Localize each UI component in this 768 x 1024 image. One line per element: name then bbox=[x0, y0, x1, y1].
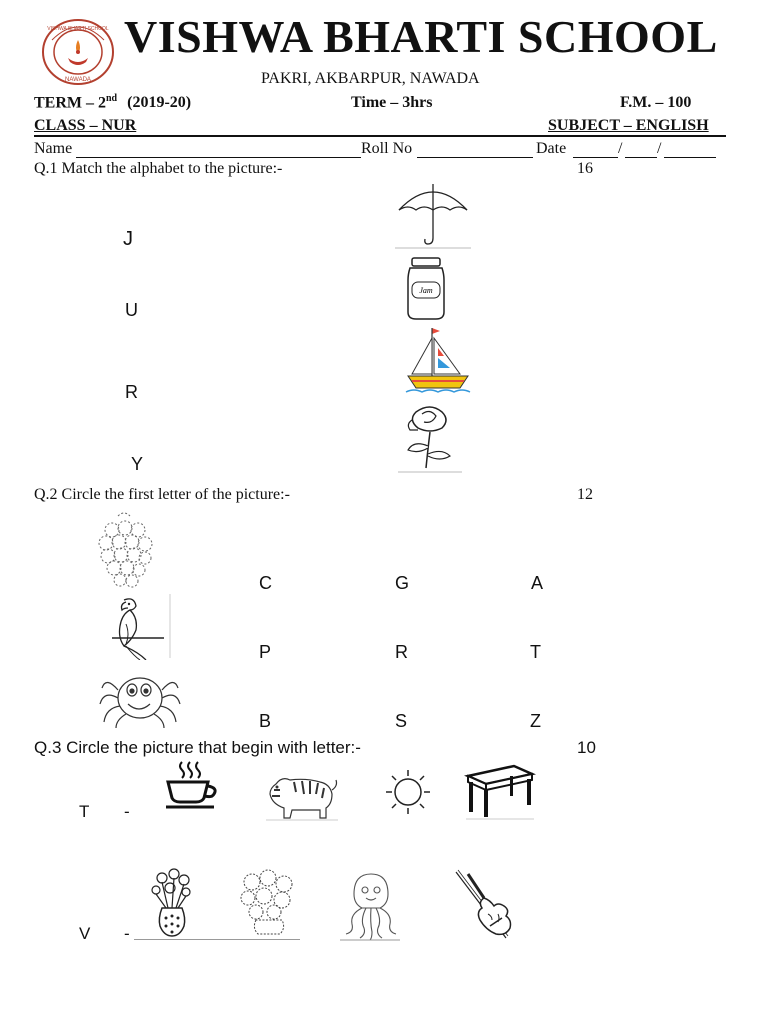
q1-letter-j[interactable]: J bbox=[123, 228, 133, 250]
parrot-icon bbox=[104, 594, 172, 660]
q1-letter-u[interactable]: U bbox=[125, 300, 138, 320]
q3-dash-t: - bbox=[124, 802, 130, 821]
sun-icon[interactable] bbox=[378, 766, 438, 816]
header-divider bbox=[34, 135, 726, 137]
term bbox=[34, 93, 191, 112]
tiger-icon[interactable] bbox=[262, 768, 340, 822]
name-field[interactable] bbox=[76, 157, 361, 158]
q1-marks: 16 bbox=[577, 160, 593, 177]
term-prefix: TERM – 2 bbox=[34, 94, 106, 112]
school-logo bbox=[40, 18, 116, 86]
subject-label: SUBJECT – ENGLISH bbox=[548, 117, 709, 134]
q2-marks: 12 bbox=[577, 486, 593, 503]
q2-option-c[interactable]: C bbox=[259, 573, 272, 593]
q2-option-b[interactable]: B bbox=[259, 711, 272, 731]
flower-bunch-icon[interactable] bbox=[238, 868, 300, 940]
boat-icon[interactable] bbox=[404, 324, 474, 396]
date-day-field[interactable] bbox=[573, 157, 618, 158]
roll-field[interactable] bbox=[417, 157, 533, 158]
vase-icon[interactable] bbox=[146, 868, 198, 940]
time-duration: Time – 3hrs bbox=[351, 94, 433, 111]
logo-text-top: VISHWA BHARTI SCHOOL bbox=[47, 26, 109, 32]
q1-letter-r[interactable]: R bbox=[125, 382, 138, 402]
term-sup: nd bbox=[106, 93, 118, 104]
logo-text-bottom: NAWADA bbox=[65, 77, 91, 83]
violin-icon[interactable] bbox=[450, 868, 516, 942]
grapes-icon bbox=[94, 510, 156, 592]
q2-option-p[interactable]: P bbox=[259, 642, 272, 662]
q2-option-g[interactable]: G bbox=[395, 573, 410, 593]
class-label: CLASS – NUR bbox=[34, 117, 137, 134]
school-name: VISHWA BHARTI SCHOOL bbox=[124, 11, 718, 62]
q3-title: Q.3 Circle the picture that begin with letter:- bbox=[34, 738, 361, 757]
q2-option-a[interactable]: A bbox=[531, 573, 544, 593]
spider-icon bbox=[98, 660, 182, 730]
q3-dash-v: - bbox=[124, 924, 130, 943]
q3-marks: 10 bbox=[577, 738, 596, 757]
full-marks: F.M. – 100 bbox=[620, 94, 692, 111]
q1-title: Q.1 Match the alphabet to the picture:- bbox=[34, 160, 283, 177]
date-slash-1: / bbox=[618, 140, 623, 157]
jar-label: Jam bbox=[419, 286, 433, 295]
term-year: (2019-20) bbox=[127, 94, 192, 112]
table-icon[interactable] bbox=[464, 762, 536, 822]
q2-option-s[interactable]: S bbox=[395, 711, 408, 731]
q2-option-t[interactable]: T bbox=[530, 642, 541, 662]
q1-letter-y[interactable]: Y bbox=[131, 454, 144, 474]
q2-option-z[interactable]: Z bbox=[530, 711, 541, 731]
name-label: Name bbox=[34, 140, 73, 157]
umbrella-icon[interactable] bbox=[393, 180, 473, 250]
cup-icon[interactable] bbox=[162, 760, 220, 810]
q2-option-r[interactable]: R bbox=[395, 642, 408, 662]
date-month-field[interactable] bbox=[625, 157, 657, 158]
q2-title: Q.2 Circle the first letter of the picture:- bbox=[34, 486, 290, 503]
rose-icon[interactable] bbox=[396, 404, 464, 474]
date-label: Date bbox=[536, 140, 567, 157]
date-year-field[interactable] bbox=[664, 157, 716, 158]
q3-letter-v: V bbox=[79, 924, 91, 943]
jam-jar-icon[interactable] bbox=[404, 256, 448, 322]
roll-label: Roll No bbox=[361, 140, 413, 157]
date-slash-2: / bbox=[657, 140, 662, 157]
q3-letter-t: T bbox=[79, 802, 90, 821]
octopus-icon[interactable] bbox=[340, 870, 402, 942]
school-address: PAKRI, AKBARPUR, NAWADA bbox=[261, 70, 480, 87]
